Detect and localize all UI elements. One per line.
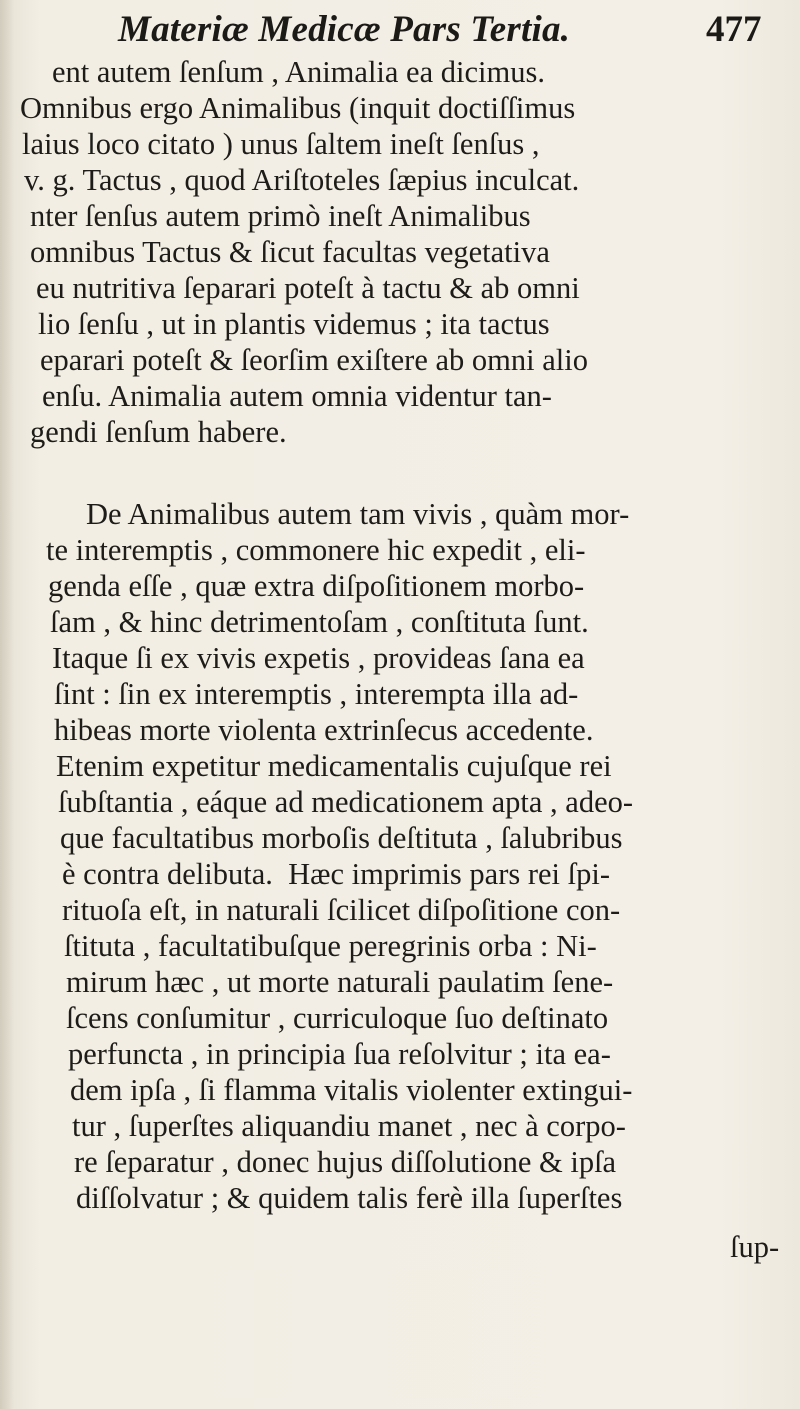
text-line: Itaque ſi ex vivis expetis , provideas ſana ea	[52, 641, 585, 675]
catchword: ſup-	[730, 1230, 780, 1264]
text-line: De Animalibus autem tam vivis , quàm mor-	[86, 497, 630, 531]
page-number: 477	[706, 9, 762, 50]
text-line: mirum hæc , ut morte naturali paulatim ſene-	[66, 965, 614, 999]
text-line: lio ſenſu , ut in plantis videmus ; ita tactus	[38, 307, 550, 341]
text-line: perfuncta , in principia ſua reſolvitur ; ita ea-	[68, 1037, 611, 1071]
text-line: Etenim expetitur medicamentalis cujuſque rei	[56, 749, 612, 783]
text-line: eu nutritiva ſeparari poteſt à tactu & ab omni	[36, 271, 580, 305]
text-line: ſint : ſin ex interemptis , interempta illa ad-	[54, 677, 579, 711]
binding-shadow	[0, 0, 14, 1409]
text-line: genda eſſe , quæ extra diſpoſitionem morbo-	[48, 569, 585, 603]
text-line: ſtituta , facultatibuſque peregrinis orba : Ni-	[64, 929, 597, 963]
text-line: Omnibus ergo Animalibus (inquit doctiſſimus	[20, 91, 576, 125]
text-line: eparari poteſt & ſeorſim exiſtere ab omni alio	[40, 343, 588, 377]
text-line: dem ipſa , ſi flamma vitalis violenter extingui-	[70, 1073, 633, 1107]
text-line: rituoſa eſt, in naturali ſcilicet diſpoſitione con-	[62, 893, 621, 927]
page-header	[0, 8, 800, 56]
text-line: nter ſenſus autem primò ineſt Animalibus	[30, 199, 531, 233]
text-line: ſcens conſumitur , curriculoque ſuo deſtinato	[66, 1001, 609, 1035]
text-line: ſubſtantia , eáque ad medicationem apta , adeo-	[58, 785, 634, 819]
text-line: te interemptis , commonere hic expedit , eli-	[46, 533, 586, 567]
text-line: è contra delibuta. Hæc imprimis pars rei ſpi-	[62, 857, 611, 891]
text-line: omnibus Tactus & ſicut facultas vegetativa	[30, 235, 550, 269]
text-line: que facultatibus morboſis deſtituta , ſalubribus	[60, 821, 623, 855]
text-line: gendi ſenſum habere.	[30, 415, 287, 449]
text-line: re ſeparatur , donec hujus diſſolutione & ipſa	[74, 1145, 617, 1179]
text-line: laius loco citato ) unus ſaltem ineſt ſenſus ,	[22, 127, 540, 161]
text-line: hibeas morte violenta extrinſecus accedente.	[54, 713, 594, 747]
running-title: Materiæ Medicæ Pars Tertia.	[118, 9, 571, 50]
text-line: v. g. Tactus , quod Ariſtoteles ſæpius inculcat.	[24, 163, 580, 197]
text-line: diſſolvatur ; & quidem talis ferè illa ſuperſtes	[76, 1181, 623, 1215]
text-line: ent autem ſenſum , Animalia ea dicimus.	[52, 55, 545, 89]
text-line: ſam , & hinc detrimentoſam , conſtituta ſunt.	[50, 605, 589, 639]
text-line: tur , ſuperſtes aliquandiu manet , nec à corpo-	[72, 1109, 626, 1143]
text-line: enſu. Animalia autem omnia videntur tan-	[42, 379, 552, 413]
